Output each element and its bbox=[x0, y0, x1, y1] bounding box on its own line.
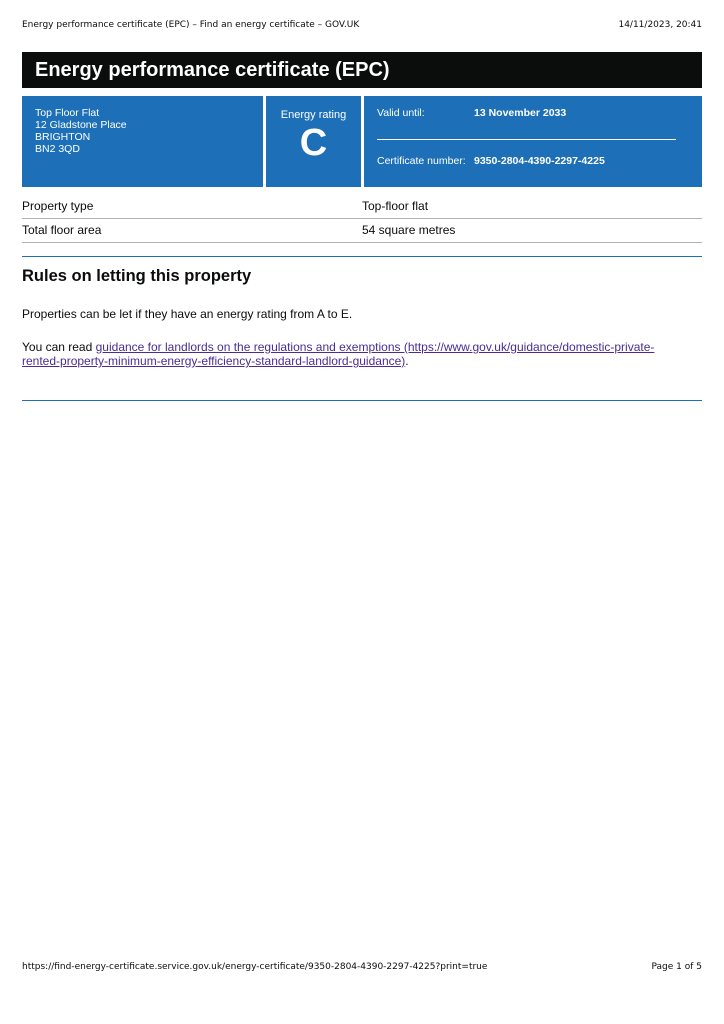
landlord-guidance-link[interactable]: guidance for landlords on the regulations and exemptions (https://www.gov.uk/guidance/domestic-private-rented-property-minimum-energy-efficiency-standard-landlord-guidance) bbox=[22, 340, 655, 368]
print-header bbox=[22, 20, 702, 30]
certificate-panel bbox=[364, 96, 702, 187]
address-panel bbox=[22, 96, 263, 187]
guidance-trailing-text: . bbox=[405, 354, 409, 368]
print-header-datetime: 14/11/2023, 20:41 bbox=[618, 20, 702, 30]
landlord-guidance-paragraph bbox=[22, 340, 692, 368]
valid-until-label: Valid until: bbox=[377, 107, 425, 119]
address-postcode: BN2 3QD bbox=[35, 143, 80, 155]
floor-area-value: 54 square metres bbox=[362, 223, 456, 237]
print-footer bbox=[22, 962, 702, 972]
address-line-2: 12 Gladstone Place bbox=[35, 119, 127, 131]
print-header-title: Energy performance certificate (EPC) – Find an energy certificate – GOV.UK bbox=[22, 20, 360, 30]
letting-rules-paragraph: Properties can be let if they have an energy rating from A to E. bbox=[22, 307, 353, 321]
certificate-number-label: Certificate number: bbox=[377, 155, 466, 167]
letting-rules-heading: Rules on letting this property bbox=[22, 267, 252, 285]
print-footer-url: https://find-energy-certificate.service.gov.uk/energy-certificate/9350-2804-4390-2297-4225?print=true bbox=[22, 962, 488, 972]
certificate-divider bbox=[377, 139, 676, 140]
floor-area-row bbox=[22, 219, 702, 243]
guidance-intro-text: You can read bbox=[22, 340, 96, 354]
page-title: Energy performance certificate (EPC) bbox=[22, 52, 702, 88]
property-type-row bbox=[22, 195, 702, 219]
section-divider-top bbox=[22, 256, 702, 257]
property-type-label: Property type bbox=[22, 199, 94, 213]
energy-rating-panel bbox=[266, 96, 361, 187]
print-footer-page: Page 1 of 5 bbox=[651, 962, 702, 972]
valid-until-value: 13 November 2033 bbox=[474, 107, 567, 119]
certificate-number-value: 9350-2804-4390-2297-4225 bbox=[474, 155, 605, 167]
energy-rating-label: Energy rating bbox=[280, 109, 347, 121]
valid-until-row bbox=[377, 107, 566, 119]
property-type-value: Top-floor flat bbox=[362, 199, 429, 213]
address-line-1: Top Floor Flat bbox=[35, 107, 100, 119]
property-details bbox=[22, 195, 702, 243]
address-town: BRIGHTON bbox=[35, 131, 91, 143]
energy-rating-letter: C bbox=[299, 122, 328, 164]
certificate-number-row bbox=[377, 155, 605, 167]
floor-area-label: Total floor area bbox=[22, 223, 102, 237]
section-divider-bottom bbox=[22, 400, 702, 401]
